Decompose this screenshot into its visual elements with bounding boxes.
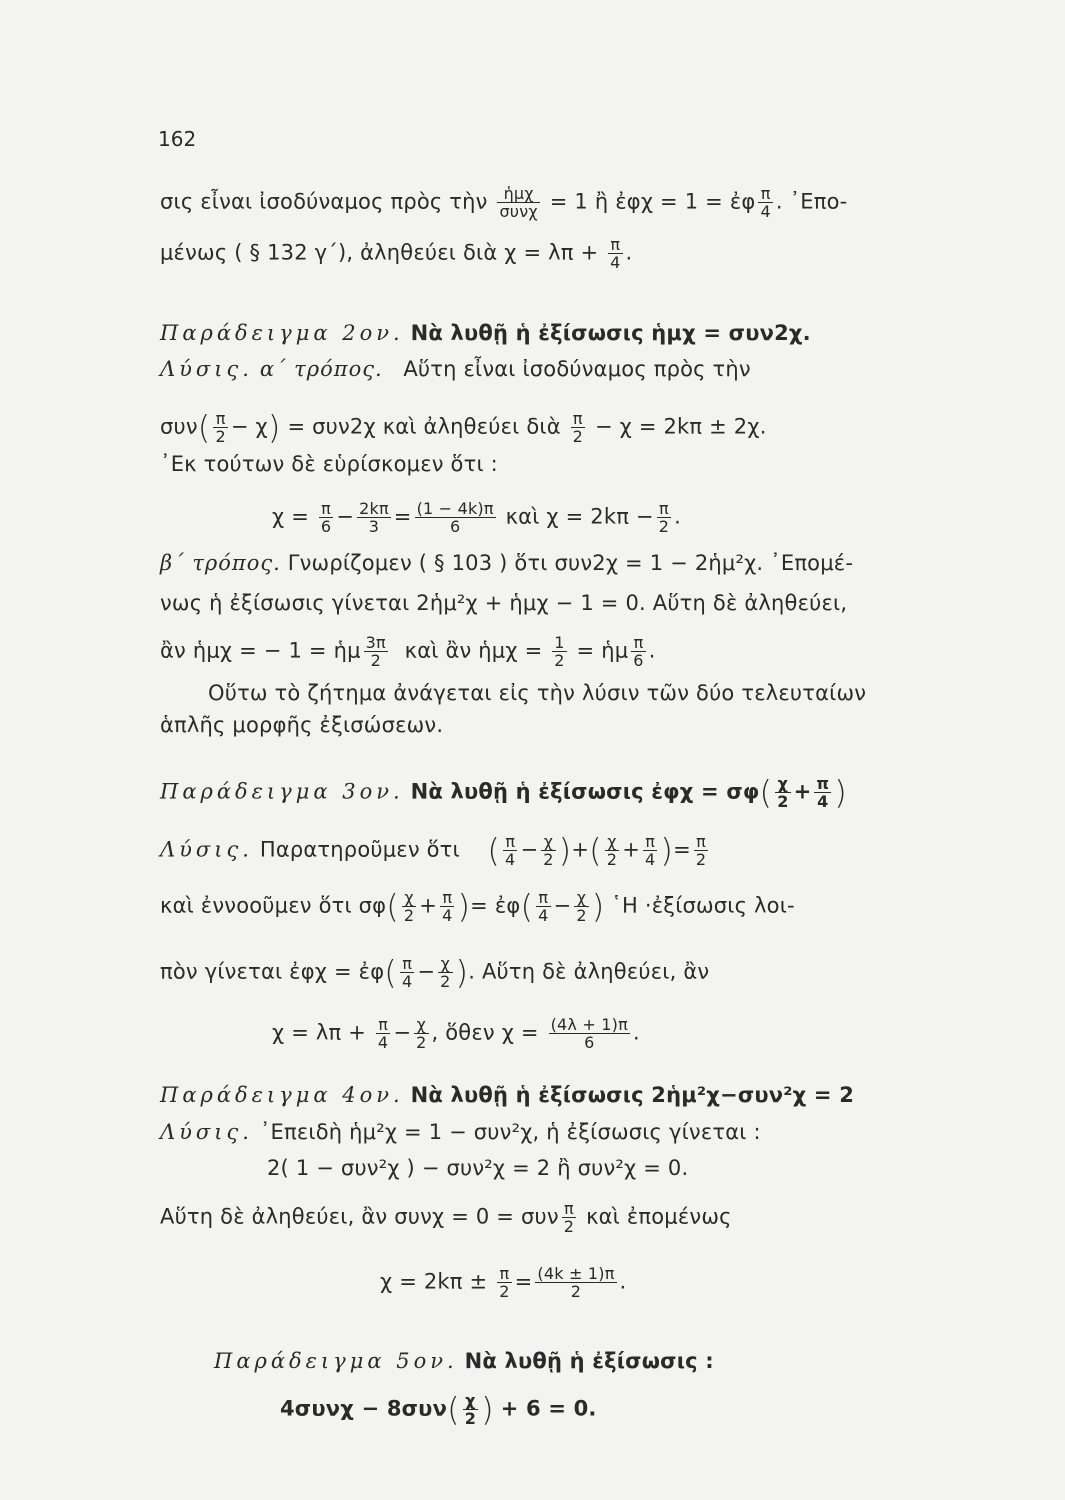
text-line: Αὕτη δὲ ἀληθεύει, ἂν συνχ = 0 = συν $\frac{\pi}{2}$ καὶ ἐπομένως — [160, 1199, 732, 1236]
fraction: $\frac{\pi}{4}$ — [538, 888, 549, 925]
fraction: $\frac{\chi}{2}$ — [403, 888, 415, 925]
fraction: $\frac{\chi}{2}$ — [464, 1391, 477, 1428]
text-line — [160, 354, 990, 384]
equation: 2( 1 − συν²χ ) − συν²χ = 2 ἢ συν²χ = 0. — [267, 1156, 689, 1180]
text: μένως ( § 132 γ΄), ἀληθεύει διὰ χ = λπ + — [160, 240, 599, 265]
fraction: $\frac{\pi}{6}$ — [320, 499, 332, 536]
solution-label: Λύσις. — [160, 837, 253, 862]
text: = 1 ἢ ἐφχ = 1 = ἐφ — [549, 189, 756, 214]
text-line: καὶ ἐννοοῦμεν ὅτι σφ( $\frac{\chi}{2}$ + $\frac{\pi}{4}$ )= ἐφ( $\frac{\pi}{4}$ − $\frac{\chi}{2}$ ) ῾Η ·ἐξίσωσις λοι- — [160, 887, 795, 926]
fraction: $\frac{\pi}{4}$ — [610, 235, 621, 272]
text: Αὕτη εἶναι ἰσοδύναμος πρὸς τὴν — [403, 357, 751, 381]
fraction: $\frac{\pi}{4}$ — [377, 1015, 389, 1052]
fraction: $\frac{\pi}{4}$ — [816, 774, 830, 811]
text-line: ἁπλῆς μορφῆς ἐξισώσεων. — [160, 713, 444, 737]
equation: χ = λπ + $\frac{\pi}{4}$ − $\frac{\chi}{2}$ , ὅθεν χ = $\frac{(4\lambda + 1)\pi}{6}$ . — [272, 1015, 640, 1052]
text-line: β΄ τρόπος. Γνωρίζομεν ( § 103 ) ὅτι συν2χ = 1 − 2ἡμ²χ. ᾿Επομέ- — [160, 551, 854, 575]
fraction: $\frac{3\pi}{2}$ — [365, 633, 386, 670]
fraction: $\frac{\pi}{2}$ — [215, 409, 226, 446]
fraction: $\frac{\pi}{4}$ — [760, 184, 771, 221]
method-label: α΄ τρόπος. — [259, 357, 383, 381]
equation: χ = $\frac{\pi}{6}$ − $\frac{2k\pi}{3}$ = $\frac{(1 - 4k)\pi}{6}$ καὶ χ = 2kπ − $\frac{\pi}{2}$ . — [272, 499, 681, 536]
fraction: $\frac{\pi}{4}$ — [505, 832, 516, 869]
example-label: Παράδειγμα 4ον. — [160, 1083, 404, 1107]
example-heading — [160, 1080, 990, 1110]
fraction: $\frac{\pi}{4}$ — [442, 888, 453, 925]
page-number: 162 — [158, 127, 197, 151]
fraction: $\frac{\chi}{2}$ — [777, 774, 789, 811]
text: . ᾿Επο- — [775, 189, 848, 214]
solution-label: Λύσις. — [160, 357, 253, 381]
text-line: νως ἡ ἐξίσωσις γίνεται 2ἡμ²χ + ἡμχ − 1 = 0. Αὕτη δὲ ἀληθεύει, — [160, 591, 848, 615]
fraction: $\frac{\pi}{2}$ — [563, 1199, 575, 1236]
fraction: $\frac{\chi}{2}$ — [543, 832, 554, 869]
fraction: $\frac{\pi}{2}$ — [695, 832, 707, 869]
text-line: Οὕτω τὸ ζήτημα ἀνάγεται εἰς τὴν λύσιν τῶν δύο τελευταίων — [208, 681, 867, 705]
fraction: $\frac{\pi}{2}$ — [658, 499, 670, 536]
fraction: $\frac{\chi}{2}$ — [606, 832, 618, 869]
fraction: $\frac{2k\pi}{3}$ — [359, 499, 389, 536]
example-title: Νὰ λυθῇ ἡ ἐξίσωσις ἡμχ = συν2χ. — [410, 321, 811, 345]
example-label: Παράδειγμα 2ον. — [160, 321, 404, 345]
text-line: συν( $\frac{\pi}{2}$ − χ) = συν2χ καὶ ἀληθεύει διὰ $\frac{\pi}{2}$ − χ = 2kπ ± 2χ. — [160, 408, 767, 447]
fraction: $\frac{\pi}{2}$ — [572, 409, 584, 446]
fraction: $\frac{\pi}{2}$ — [499, 1264, 510, 1301]
fraction: $\frac{\chi}{2}$ — [576, 888, 587, 925]
fraction: $\frac{\chi}{2}$ — [440, 954, 451, 991]
text-line — [160, 185, 990, 220]
equation: χ = 2kπ ± $\frac{\pi}{2}$ = $\frac{(4k \pm 1)\pi}{2}$ . — [380, 1264, 627, 1301]
example-title: Νὰ λυθῇ ἡ ἐξίσωσις 2ἡμ²χ−συν²χ = 2 — [410, 1083, 855, 1107]
text-line: Λύσις. Παρατηροῦμεν ὅτι ( $\frac{\pi}{4}$ − $\frac{\chi}{2}$ )+( $\frac{\chi}{2}$ + $\frac{\pi}{4}$ )= $\frac{\pi}{2}$ — [160, 831, 707, 870]
fraction: $\frac{\text{ἡμχ}}{\text{συνχ}}$ — [499, 184, 538, 221]
text-line: πὸν γίνεται ἐφχ = ἐφ( $\frac{\pi}{4}$ − $\frac{\chi}{2}$ ). Αὕτη δὲ ἀληθεύει, ἂν — [160, 953, 710, 992]
text-line: Λύσις. ᾿Επειδὴ ἡμ²χ = 1 − συν²χ, ἡ ἐξίσωσις γίνεται : — [160, 1120, 761, 1144]
fraction: $\frac{1}{2}$ — [554, 633, 565, 670]
example-heading: Παράδειγμα 3ον. Νὰ λυθῇ ἡ ἐξίσωσις ἐφχ = σφ( $\frac{\chi}{2}$ + $\frac{\pi}{4}$ ) — [160, 773, 847, 812]
example-heading — [160, 318, 990, 348]
example-title: Νὰ λυθῇ ἡ ἐξίσωσις ἐφχ = σφ — [410, 779, 760, 804]
example-title: Νὰ λυθῇ ἡ ἐξίσωσις : — [464, 1349, 714, 1373]
solution-label: Λύσις. — [160, 1120, 253, 1144]
example-label: Παράδειγμα 3ον. — [160, 779, 404, 804]
fraction: $\frac{(4\lambda + 1)\pi}{6}$ — [550, 1015, 628, 1052]
text-line: ἂν ἡμχ = − 1 = ἡμ $\frac{3\pi}{2}$ καὶ ἂν ἡμχ = $\frac{1}{2}$ = ἡμ $\frac{\pi}{6}$ . — [160, 633, 656, 670]
fraction: $\frac{(1 - 4k)\pi}{6}$ — [416, 499, 494, 536]
text-line: ᾿Εκ τούτων δὲ εὑρίσκομεν ὅτι : — [160, 452, 498, 476]
fraction: $\frac{\pi}{6}$ — [633, 633, 644, 670]
fraction: $\frac{\chi}{2}$ — [416, 1015, 427, 1052]
fraction: $\frac{\pi}{4}$ — [401, 954, 413, 991]
method-label: β΄ τρόπος. — [160, 551, 281, 575]
fraction: $\frac{(4k \pm 1)\pi}{2}$ — [537, 1264, 615, 1301]
example-label: Παράδειγμα 5ον. — [214, 1349, 458, 1373]
equation: 4συνχ − 8συν( $\frac{\chi}{2}$ ) + 6 = 0. — [280, 1390, 597, 1429]
text-line: μένως ( § 132 γ΄), ἀληθεύει διὰ χ = λπ + $\frac{\pi}{4}$ . — [160, 235, 633, 272]
text: σις εἶναι ἰσοδύναμος πρὸς τὴν — [160, 189, 488, 214]
fraction: $\frac{\pi}{4}$ — [644, 832, 656, 869]
example-heading — [214, 1346, 1044, 1376]
